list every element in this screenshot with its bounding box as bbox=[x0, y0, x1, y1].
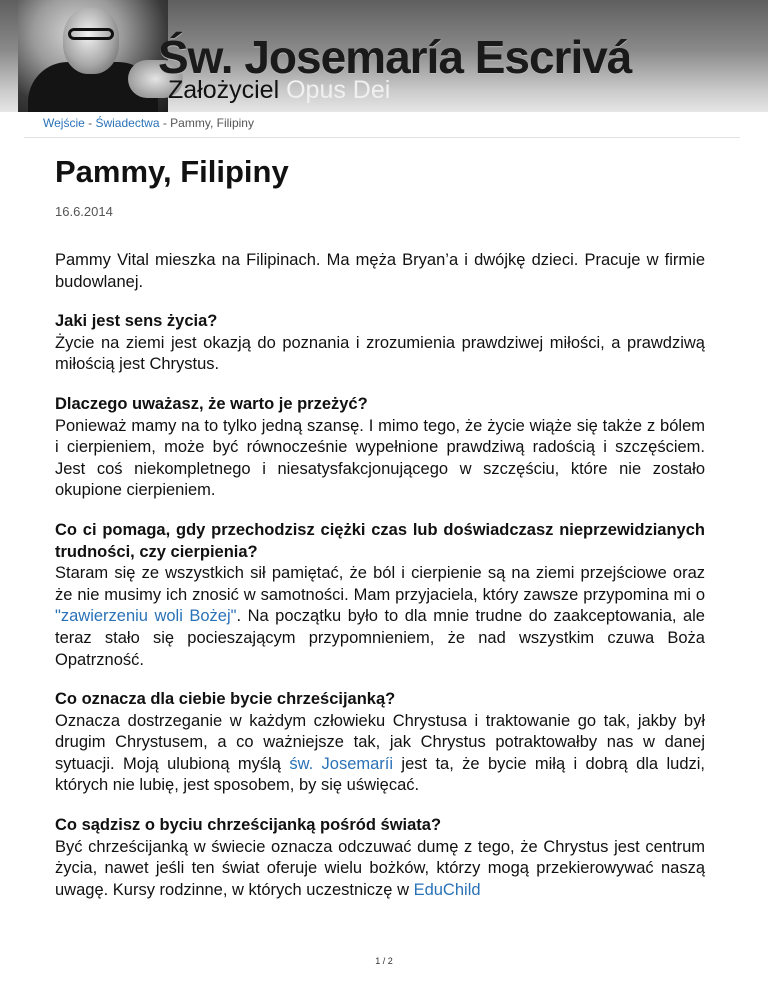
qa-block bbox=[55, 689, 705, 797]
page-title: Pammy, Filipiny bbox=[55, 154, 289, 189]
article-date: 16.6.2014 bbox=[55, 204, 113, 219]
question-heading: Jaki jest sens życia? bbox=[55, 312, 218, 331]
breadcrumb-separator: - bbox=[159, 116, 171, 130]
intro-paragraph: Pammy Vital mieszka na Filipinach. Ma męża Bryan’a i dwójkę dzieci. Pracuje w firmie budowlanej. bbox=[55, 251, 705, 291]
educhild-link[interactable]: EduChild bbox=[413, 880, 481, 899]
breadcrumb-separator: - bbox=[84, 116, 96, 130]
qa-block bbox=[55, 815, 705, 901]
question-heading: Co ci pomaga, gdy przechodzisz ciężki czas lub doświadczasz nieprzewidzianych trudności, czy cierpienia? bbox=[55, 520, 705, 561]
answer-text: Oznacza dostrzeganie w każdym człowieku Chrystusa i traktowanie go tak, jakby był drugim Chrystusem, a co ważniejsze tak, jak Chrystus potraktowałby nas w danej sytuacji. Moją ulubioną myślą bbox=[55, 711, 705, 773]
site-header bbox=[0, 0, 768, 112]
site-subtitle-light: Opus Dei bbox=[286, 76, 391, 104]
answer-text: . Na początku było to dla mnie trudne do zaakceptowania, ale teraz stało się pocieszającym przypomnieniem, że nad wszystkim czuwa Boża Opatrzność. bbox=[55, 607, 705, 669]
answer-text: Ponieważ mamy na to tylko jedną szansę. I mimo tego, że życie wiąże się także z bólem i cierpieniem, może być równocześnie wypełnione prawdziwą radością i szczęściem. Jest coś niekompletnego i niesatysfakcjonującego w szczęściu, które nie zostało okupione cierpieniem. bbox=[55, 416, 705, 500]
answer-text: Życie na ziemi jest okazją do poznania i zrozumienia prawdziwej miłości, a prawdziwą miłością jest Chrystus. bbox=[55, 333, 705, 374]
answer-text: Być chrześcijanką w świecie oznacza odczuwać dumę z tego, że Chrystus jest centrum życia, nawet jeśli ten świat oferuje wielu bożków, którzy mogą przekierowywać naszą uwagę. Kursy rodzinne, w których uczestniczę w bbox=[55, 837, 705, 899]
question-heading: Co oznacza dla ciebie bycie chrześcijanką? bbox=[55, 690, 396, 709]
breadcrumb bbox=[43, 116, 254, 130]
qa-block bbox=[55, 394, 705, 502]
josemaria-link[interactable]: św. Josemaríi bbox=[289, 754, 394, 773]
trust-gods-will-link[interactable]: "zawierzeniu woli Bożej" bbox=[55, 607, 237, 626]
breadcrumb-current: Pammy, Filipiny bbox=[170, 116, 254, 130]
qa-block bbox=[55, 520, 705, 671]
founder-portrait bbox=[18, 0, 168, 112]
article-body bbox=[55, 250, 705, 919]
site-title[interactable]: Św. Josemaría Escrivá bbox=[158, 31, 632, 83]
answer-text: Staram się ze wszystkich sił pamiętać, że ból i cierpienie są na ziemi przejściowe oraz że nie musimy ich znosić w samotności. Mam przyjaciela, który zawsze przypomina mi o bbox=[55, 564, 705, 604]
divider bbox=[24, 137, 740, 138]
answer-text: jest ta, że bycie miłą i dobrą dla ludzi, których nie lubię, jest sposobem, by się uświęcać. bbox=[55, 754, 705, 795]
question-heading: Dlaczego uważasz, że warto je przeżyć? bbox=[55, 394, 368, 413]
breadcrumb-section-link[interactable]: Świadectwa bbox=[95, 116, 160, 130]
site-subtitle bbox=[168, 76, 390, 105]
page-number: 1 / 2 bbox=[375, 956, 393, 966]
question-heading: Co sądzisz o byciu chrześcijanką pośród świata? bbox=[55, 816, 442, 835]
qa-block bbox=[55, 311, 705, 376]
site-subtitle-dark: Założyciel bbox=[168, 76, 280, 104]
breadcrumb-home-link[interactable]: Wejście bbox=[43, 116, 85, 130]
